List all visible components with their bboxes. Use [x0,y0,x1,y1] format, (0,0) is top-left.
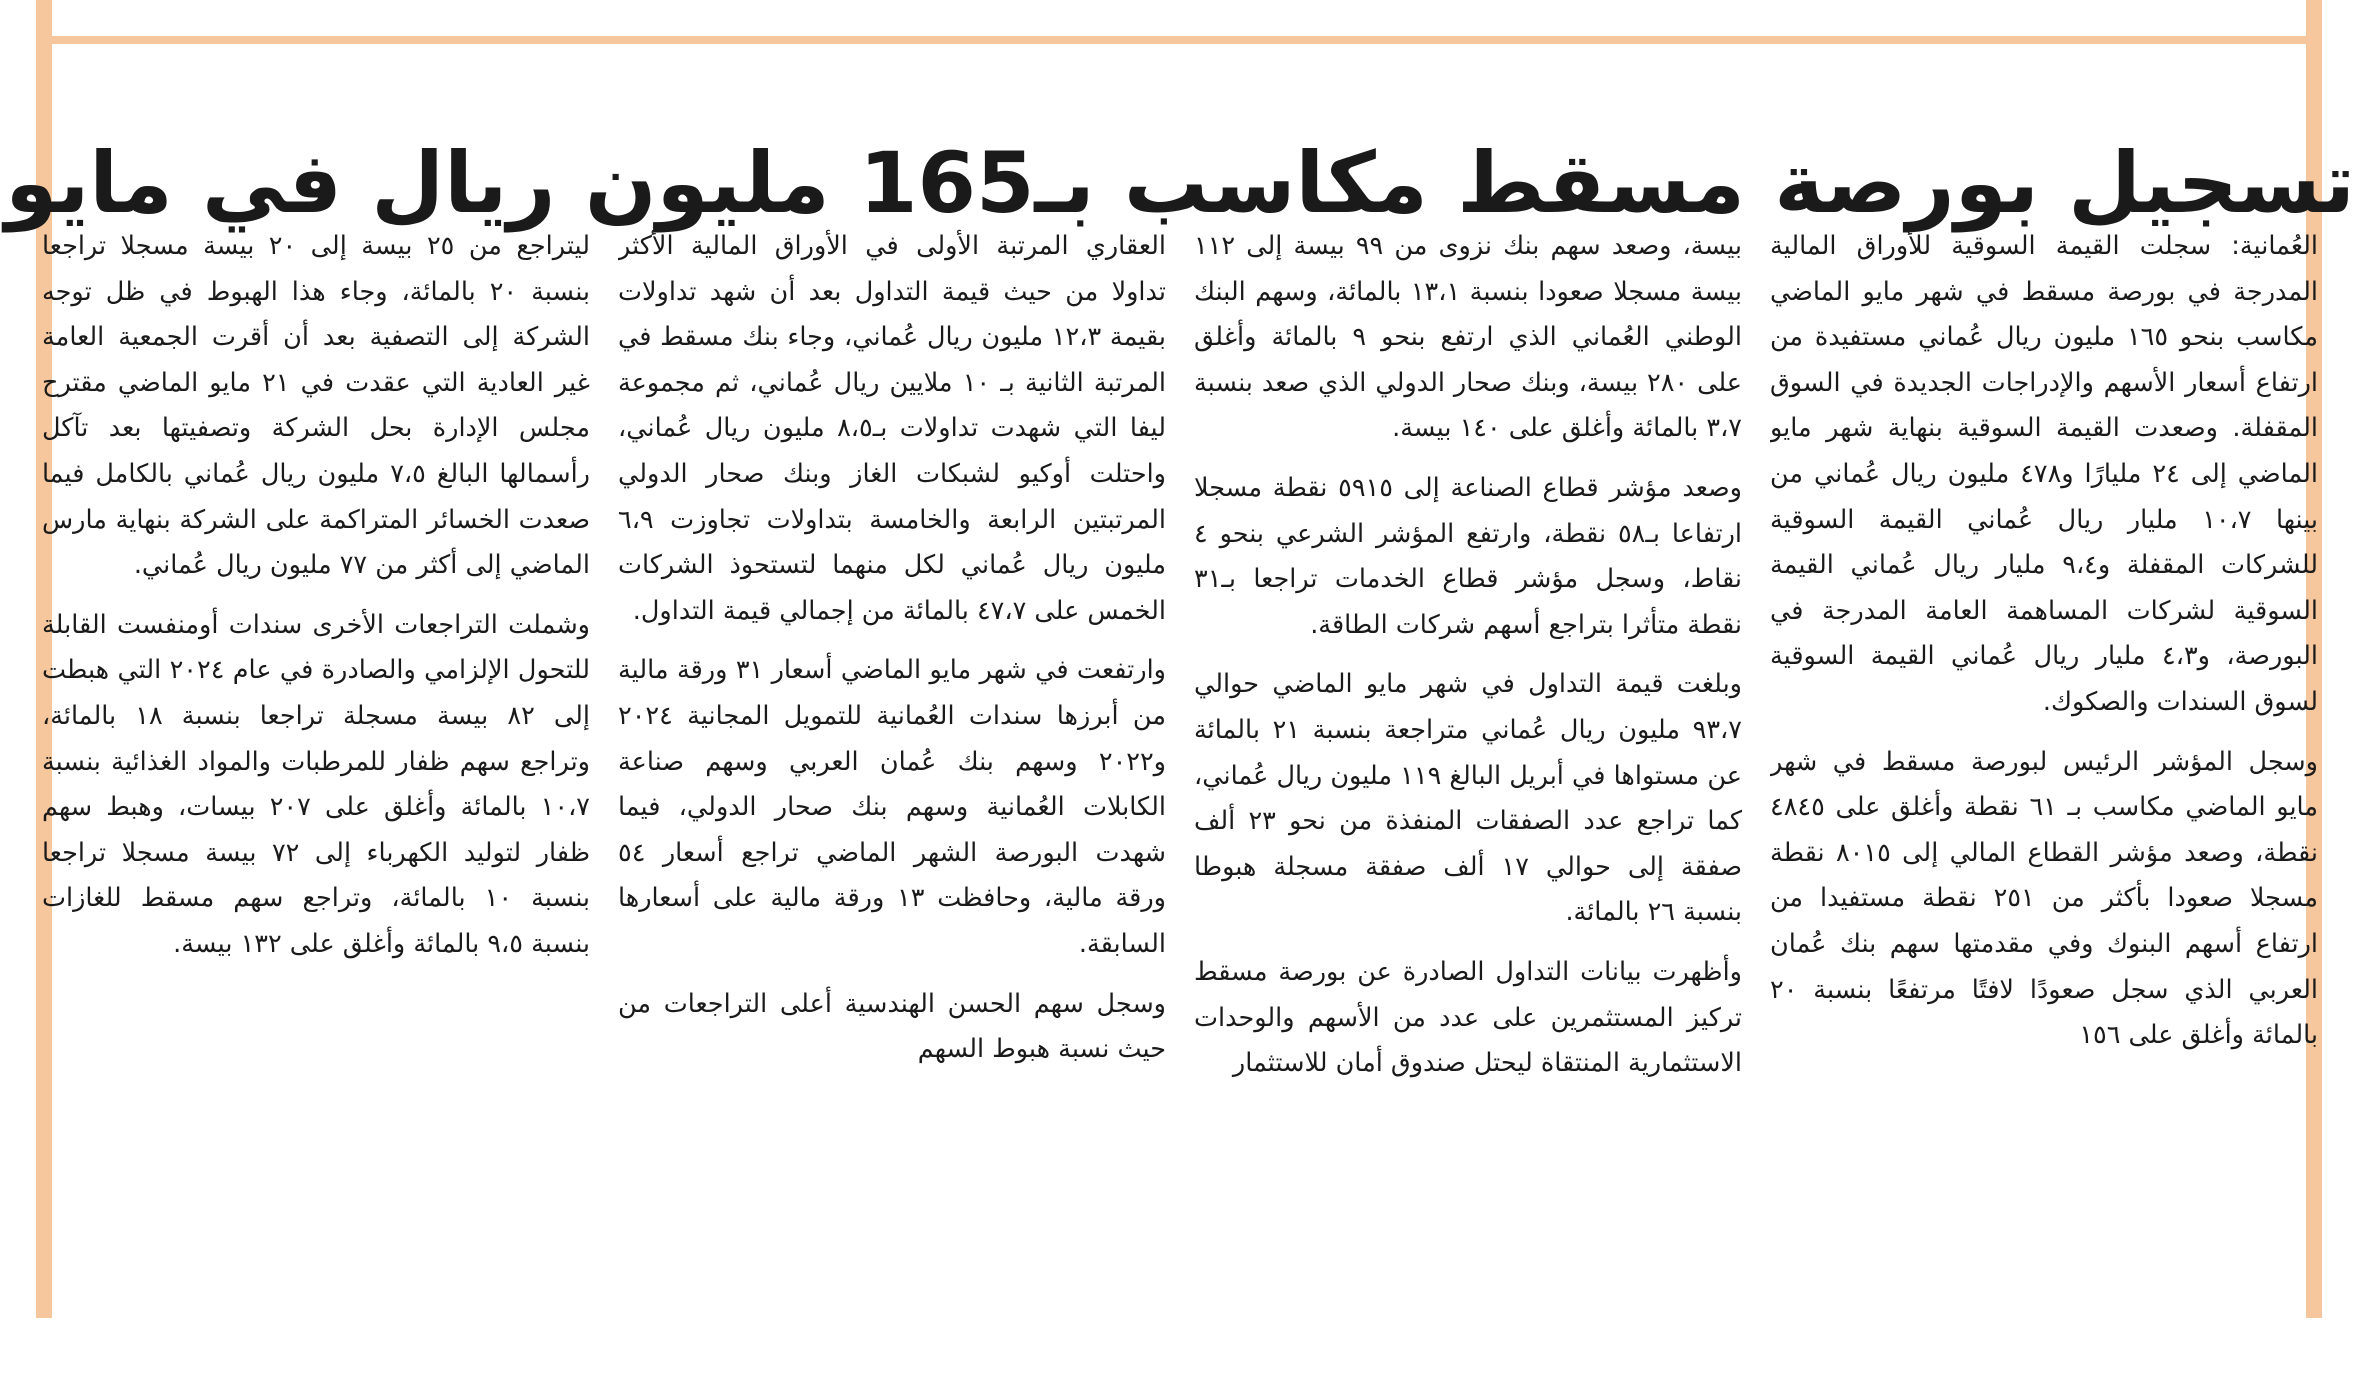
paragraph: وسجل المؤشر الرئيس لبورصة مسقط في شهر مايو الماضي مكاسب بـ ٦١ نقطة وأغلق على ٤٨٤٥ نقطة، وصعد مؤشر القطاع المالي إلى ٨٠١٥ نقطة مسجلا صعودا بأكثر من ٢٥١ نقطة مستفيدا من ارتفاع أسهم البنوك وفي مقدمتها سهم بنك عُمان العربي الذي سجل صعودًا لافتًا مرتفعًا بنسبة ٢٠ بالمائة وأغلق على ١٥٦ [1770,746,2318,1051]
paragraph: وبلغت قيمة التداول في شهر مايو الماضي حوالي ٩٣،٧ مليون ريال عُماني متراجعة بنسبة ٢١ بالمائة عن مستواها في أبريل البالغ ١١٩ مليون ريال عُماني، كما تراجع عدد الصفقات المنفذة من نحو ٢٣ ألف صفقة إلى حوالي ١٧ ألف صفقة مسجلة هبوطا بنسبة ٢٦ بالمائة. [1194,669,1742,928]
paragraph: وسجل سهم الحسن الهندسية أعلى التراجعات من حيث نسبة هبوط السهم [618,988,1166,1065]
paragraph: بيسة، وصعد سهم بنك نزوى من ٩٩ بيسة إلى ١١٢ بيسة مسجلا صعودا بنسبة ١٣،١ بالمائة، وسهم البنك الوطني العُماني الذي ارتفع بنحو ٩ بالمائة وأغلق على ٢٨٠ بيسة، وبنك صحار الدولي الذي صعد بنسبة ٣،٧ بالمائة وأغلق على ١٤٠ بيسة. [1194,231,1742,444]
article-headline: تسجيل بورصة مسقط مكاسب بـ165 مليون ريال في مايو [5,134,2355,233]
article-column-3 [618,224,1166,1314]
top-frame-rule [36,36,2322,44]
article-column-2 [1194,224,1742,1314]
paragraph: العقاري المرتبة الأولى في الأوراق المالية الأكثر تداولا من حيث قيمة التداول بعد أن شهد تداولات بقيمة ١٢،٣ مليون ريال عُماني، وجاء بنك مسقط في المرتبة الثانية بـ ١٠ ملايين ريال عُماني، ثم مجموعة ليفا التي شهدت تداولات بـ٨،٥ مليون ريال عُماني، واحتلت أوكيو لشبكات الغاز وبنك صحار الدولي المرتبتين الرابعة والخامسة بتداولات تجاوزت ٦،٩ مليون ريال عُماني لكل منهما لتستحوذ الشركات الخمس على ٤٧،٧ بالمائة من إجمالي قيمة التداول. [618,231,1166,626]
paragraph: وصعد مؤشر قطاع الصناعة إلى ٥٩١٥ نقطة مسجلا ارتفاعا بـ٥٨ نقطة، وارتفع المؤشر الشرعي بنحو ٤ نقاط، وسجل مؤشر قطاع الخدمات تراجعا بـ٣١ نقطة متأثرا بتراجع أسهم شركات الطاقة. [1194,472,1742,640]
paragraph: ليتراجع من ٢٥ بيسة إلى ٢٠ بيسة مسجلا تراجعا بنسبة ٢٠ بالمائة، وجاء هذا الهبوط في ظل توجه الشركة إلى التصفية بعد أن أقرت الجمعية العامة غير العادية التي عقدت في ٢١ مايو الماضي مقترح مجلس الإدارة بحل الشركة وتصفيتها بعد تآكل رأسمالها البالغ ٧،٥ مليون ريال عُماني بالكامل فيما صعدت الخسائر المتراكمة على الشركة بنهاية مارس الماضي إلى أكثر من ٧٧ مليون ريال عُماني. [42,231,590,581]
article-column-4 [42,224,590,1314]
paragraph: وشملت التراجعات الأخرى سندات أومنفست القابلة للتحول الإلزامي والصادرة في عام ٢٠٢٤ التي هبطت إلى ٨٢ بيسة مسجلة تراجعا بنسبة ١٨ بالمائة، وتراجع سهم ظفار للمرطبات والمواد الغذائية بنسبة ١٠،٧ بالمائة وأغلق على ٢٠٧ بيسات، وهبط سهم ظفار لتوليد الكهرباء إلى ٧٢ بيسة مسجلا تراجعا بنسبة ١٠ بالمائة، وتراجع سهم مسقط للغازات بنسبة ٩،٥ بالمائة وأغلق على ١٣٢ بيسة. [42,609,590,959]
paragraph: وارتفعت في شهر مايو الماضي أسعار ٣١ ورقة مالية من أبرزها سندات العُمانية للتمويل المجانية ٢٠٢٤ و٢٠٢٢ وسهم بنك عُمان العربي وسهم صناعة الكابلات العُمانية وسهم بنك صحار الدولي، فيما شهدت البورصة الشهر الماضي تراجع أسعار ٥٤ ورقة مالية، وحافظت ١٣ ورقة مالية على أسعارها السابقة. [618,655,1166,959]
paragraph: العُمانية: سجلت القيمة السوقية للأوراق المالية المدرجة في بورصة مسقط في شهر مايو الماضي مكاسب بنحو ١٦٥ مليون ريال عُماني مستفيدة من ارتفاع أسعار الأسهم والإدراجات الجديدة في السوق المقفلة. وصعدت القيمة السوقية بنهاية شهر مايو الماضي إلى ٢٤ مليارًا و٤٧٨ مليون ريال عُماني من بينها ١٠،٧ مليار ريال عُماني القيمة السوقية للشركات المقفلة و٩،٤ مليار ريال عُماني القيمة السوقية لشركات المساهمة العامة المدرجة في البورصة، و٤،٣ مليار ريال عُماني القيمة السوقية لسوق السندات والصكوك. [1770,231,2318,717]
article-column-1 [1770,224,2318,1314]
paragraph: وأظهرت بيانات التداول الصادرة عن بورصة مسقط تركيز المستثمرين على عدد من الأسهم والوحدات الاستثمارية المنتقاة ليحتل صندوق أمان للاستثمار [1194,956,1742,1079]
